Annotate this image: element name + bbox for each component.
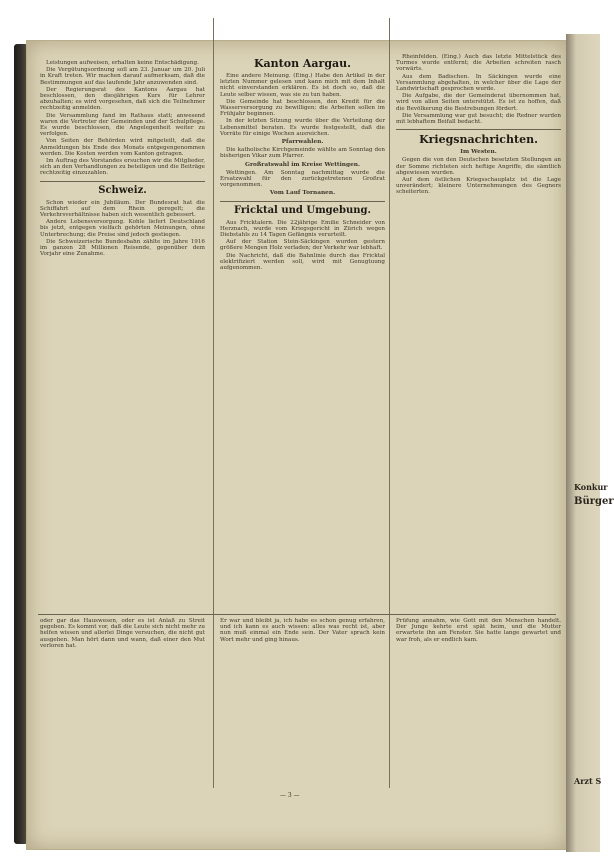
feuilleton-column-1: oder gar das Hauswesen, oder es ist Anlaß zu Streit gegeben. Es kommt vor, daß die Leute sich nicht mehr zu helfen wissen und allerlei Dinge versuchen, die nicht gut ausgehen. Man hört dann und wann, daß einer den Mut verloren hat. xyxy=(40,618,205,649)
paragraph: Rheinfelden. (Eing.) Auch das letzte Mittelstück des Turmes wurde entfernt; die Arbeiten schreiten rasch vorwärts. xyxy=(396,54,561,73)
section-heading: Kanton Aargau. xyxy=(253,57,352,70)
paragraph: Von Seiten der Behörden wird mitgeteilt, daß die Anmeldungen bis Ende des Monats entgegengenommen werden. Die Kosten werden vom Kanton getragen. xyxy=(40,138,205,157)
paragraph: Aus Fricktalern. Die 22jährige Emilie Schneider von Herznach, wurde vom Kriegsgericht in Zürich wegen Diebstahls zu 14 Tagen Gefängnis verurteilt. xyxy=(220,219,385,239)
paragraph: Die katholische Kirchgemeinde wählte am Sonntag den bisherigen Vikar zum Pfarrer. xyxy=(220,147,385,160)
subheading: Pfarrwahlen. xyxy=(281,139,324,146)
paragraph: Der Regierungsrat des Kantons Aargau hat beschlossen, den diesjährigen Kurs für Lehrer abzuhalten; es wird vorgesehen, daß sich die Teilnehmer rechtzeitig anmelden. xyxy=(40,86,205,112)
paragraph: In der letzten Sitzung wurde über die Verteilung der Lebensmittel beraten. Es wurde festgestellt, daß die Vorräte für einige Wochen ausreichen. xyxy=(220,118,385,137)
subheading: Großratswahl im Kreise Wettingen. xyxy=(245,161,360,168)
paragraph: Die Gemeinde hat beschlossen, den Kredit für die Wasserversorgung zu bewilligen; die Arbeiten sollen im Frühjahr beginnen. xyxy=(220,98,385,118)
section-rule xyxy=(396,129,561,130)
paragraph: Die Schweizerische Bundesbahn zählte im Jahre 1916 im ganzen 28 Millionen Reisende, gegenüber dem Vorjahr eine Zunahme. xyxy=(40,238,205,258)
paragraph: Eine andere Meinung. (Eing.) Habe den Artikel in der letzten Nummer gelesen und kann mich mit dem Inhalt nicht einverstanden erklären. Es ist doch so, daß die Leute selber wissen, was sie zu tun haben. xyxy=(220,73,385,98)
paragraph: Schon wieder ein Jubiläum. Der Bundesrat hat die Schiffahrt auf dem Rhein geregelt; die Verkehrsverhältnisse haben sich wesentlich gebessert. xyxy=(40,199,205,219)
paragraph: Aus dem Badischen. In Säckingen wurde eine Versammlung abgehalten, in welcher über die Lage der Landwirtschaft gesprochen wurde. xyxy=(396,73,561,93)
section-heading: Kriegsnachrichten. xyxy=(419,133,538,147)
paragraph: Die Aufgabe, die der Gemeinderat übernommen hat, wird von allen Seiten unterstützt. Es ist zu hoffen, daß die Bevölkerung die Bestrebungen fördert. xyxy=(396,93,561,112)
article-column-1 xyxy=(40,60,205,612)
article-column-3 xyxy=(396,54,561,612)
next-page-edge xyxy=(566,34,614,852)
paragraph: Leistungen aufweisen, erhalten keine Entschädigung. xyxy=(46,60,199,66)
paragraph: Andere Lebensversorgung. Kohle liefert Deutschland bis jetzt, entgegen vielfach gehörten Meinungen, ohne Unterbrechung; die Preise sind jedoch gestiegen. xyxy=(40,219,205,238)
paragraph: Auf der Station Stein-Säckingen wurden gestern größere Mengen Holz verladen; der Verkehr war lebhaft. xyxy=(220,239,385,252)
paragraph: Die Versammlung fand im Rathaus statt; anwesend waren die Vertreter der Gemeinden und der Schulpflege. Es wurde beschlossen, die Angelegenheit weiter zu verfolgen. xyxy=(40,112,205,138)
feuilleton-column-2: Er war und bleibt ja, ich habe es schon genug erfahren, und ich kann es auch wissen: alles was recht ist, aber nun muß einmal ein Ende sein. Der Vater sprach kein Wort mehr und ging hinaus. xyxy=(220,618,385,643)
feuilleton-rule xyxy=(38,614,556,615)
feuilleton-column-3: Prüfung annahm, wie Gott mit den Menschen handelt. Der Junge kehrte erst spät heim, und die Mutter erwartete ihn am Fenster. Sie hatte lange gewartet und war froh, als er endlich kam. xyxy=(396,618,561,643)
paragraph: Die Versammlung war gut besucht; die Redner wurden mit lebhaftem Beifall bedacht. xyxy=(396,112,561,126)
paragraph: Im Auftrag des Vorstandes ersuchen wir die Mitglieder, sich an den Verhandlungen zu beteiligen und die Beiträge rechtzeitig einzuzahlen. xyxy=(40,158,205,177)
section-heading: Schweiz. xyxy=(98,184,147,196)
next-page-heading: Konkur xyxy=(574,482,608,492)
column-divider xyxy=(389,18,390,788)
paragraph: Wettingen. Am Sonntag nachmittag wurde die Ersatzwahl für den zurückgetretenen Großrat vorgenommen. xyxy=(220,169,385,189)
article-column-2 xyxy=(220,54,385,612)
next-page-heading: Bürger xyxy=(574,496,614,507)
paragraph: Die Vergütungsordnung soll am 23. Januar um 20. Juli in Kraft treten. Wir machen darauf aufmerksam, daß die Bestimmungen auf das laufende Jahr anzuwenden sind. xyxy=(40,67,205,86)
paragraph: Gegen die von den Deutschen besetzten Stellungen an der Somme richteten sich heftige Angriffe, die sämtlich abgewiesen wurden. xyxy=(396,157,561,176)
next-page-heading: Arzt S xyxy=(574,776,602,786)
column-divider xyxy=(213,18,214,788)
subheading: Vom Lauf Tornanen. xyxy=(269,190,336,197)
page-number: — 3 — xyxy=(280,792,300,799)
section-heading: Fricktal und Umgebung. xyxy=(233,204,372,216)
paragraph: Die Nachricht, daß die Bahnlinie durch das Fricktal elektrifiziert werden soll, wird mit Genugtuung aufgenommen. xyxy=(220,252,385,272)
section-rule xyxy=(220,201,385,202)
section-rule xyxy=(40,181,205,182)
subheading: Im Westen. xyxy=(460,149,497,156)
paragraph: Auf dem östlichen Kriegsschauplatz ist die Lage unverändert; kleinere Unternehmungen des Gegners scheiterten. xyxy=(396,177,561,196)
